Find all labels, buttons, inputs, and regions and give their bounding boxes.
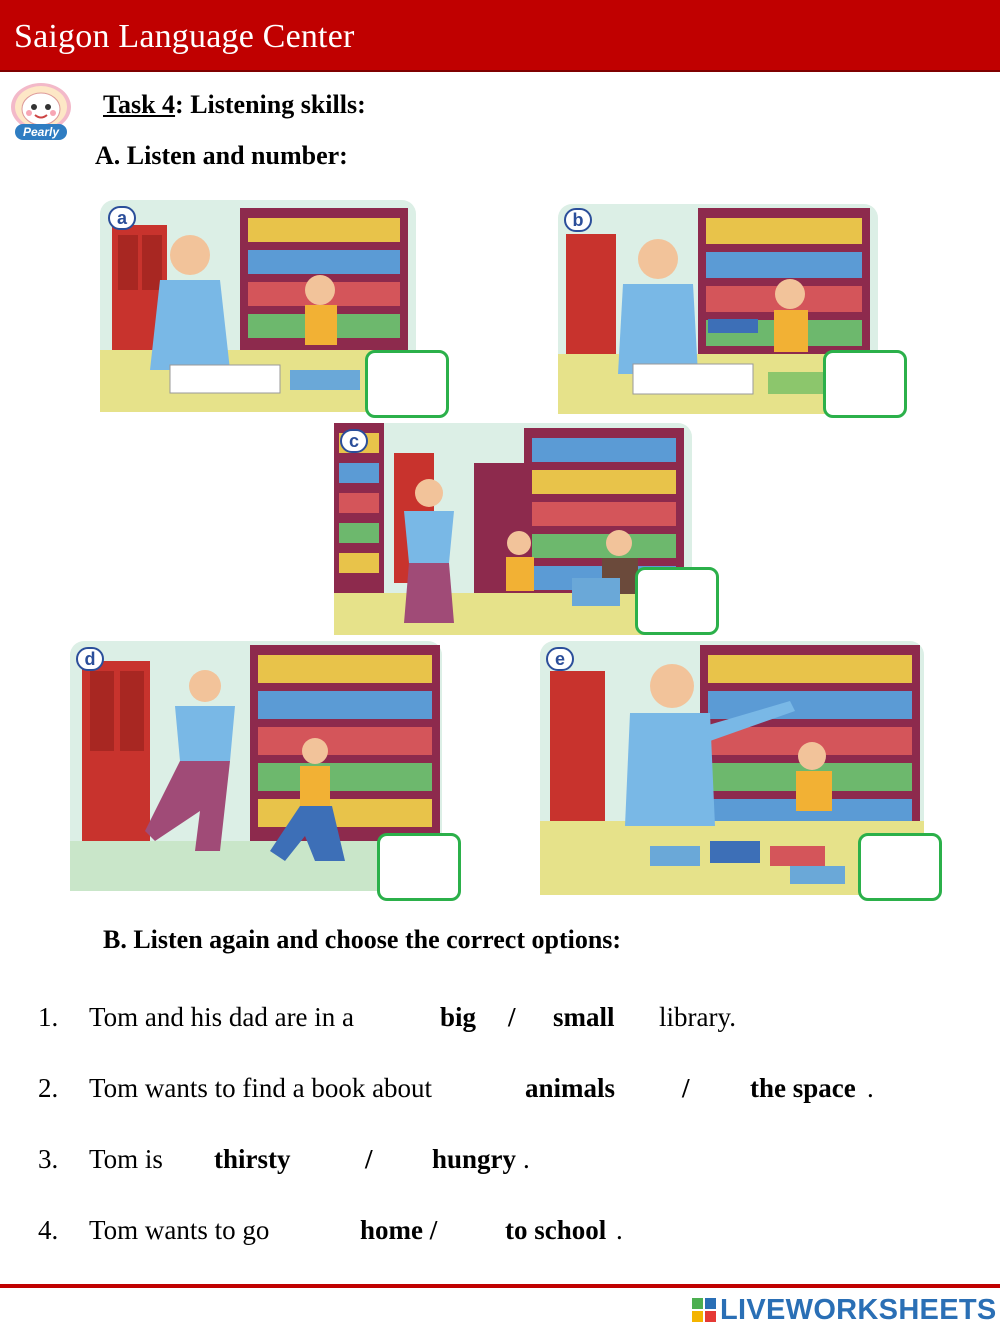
- option-1[interactable]: animals: [525, 1073, 616, 1103]
- liveworksheets-text: LIVEWORKSHEETS: [720, 1293, 997, 1326]
- picture-letter-c: c: [340, 429, 368, 453]
- question-stem: Tom wants to go: [89, 1215, 270, 1245]
- header-divider: [0, 70, 1000, 72]
- task-title-rest: : Listening skills:: [175, 90, 366, 119]
- question-tail: .: [523, 1144, 530, 1174]
- task-label: Task 4: [103, 90, 176, 119]
- section-a-title: A. Listen and number:: [95, 141, 348, 170]
- liveworksheets-logo-icon: [692, 1298, 716, 1322]
- picture-letter-b: b: [564, 208, 592, 232]
- question-tail: .: [867, 1073, 874, 1103]
- section-b-title: B. Listen again and choose the correct options:: [103, 925, 622, 954]
- option-separator: /: [365, 1144, 373, 1174]
- option-2[interactable]: small: [553, 1002, 615, 1032]
- question-stem: Tom wants to find a book about: [89, 1073, 433, 1103]
- question-number: 3.: [38, 1144, 59, 1174]
- option-separator: /: [682, 1073, 690, 1103]
- task-title: [103, 90, 366, 120]
- question-number: 1.: [38, 1002, 59, 1032]
- header-title: Saigon Language Center: [14, 18, 355, 55]
- question-stem: Tom is: [89, 1144, 163, 1174]
- option-1[interactable]: big: [440, 1002, 477, 1032]
- answer-box-c[interactable]: [635, 567, 719, 635]
- picture-letter-e: e: [546, 647, 574, 671]
- picture-letter-d: d: [76, 647, 104, 671]
- question-number: 4.: [38, 1215, 59, 1245]
- answer-box-a[interactable]: [365, 350, 449, 418]
- picture-letter-a: a: [108, 206, 136, 230]
- question-number: 2.: [38, 1073, 59, 1103]
- option-1[interactable]: home /: [360, 1215, 438, 1245]
- liveworksheets-brand[interactable]: [692, 1292, 997, 1328]
- answer-box-b[interactable]: [823, 350, 907, 418]
- answer-box-d[interactable]: [377, 833, 461, 901]
- question-stem: Tom and his dad are in a: [89, 1002, 355, 1032]
- footer-divider: [0, 1284, 1000, 1288]
- question-tail: library.: [659, 1002, 736, 1032]
- option-2[interactable]: to school: [505, 1215, 607, 1245]
- option-1[interactable]: thirsty: [214, 1144, 291, 1174]
- option-separator: /: [508, 1002, 516, 1032]
- pearly-mascot-icon: [6, 80, 76, 146]
- logo-text: Pearly: [22, 125, 60, 139]
- option-2[interactable]: the space: [750, 1073, 856, 1103]
- option-2[interactable]: hungry: [432, 1144, 517, 1174]
- answer-box-e[interactable]: [858, 833, 942, 901]
- question-tail: .: [616, 1215, 623, 1245]
